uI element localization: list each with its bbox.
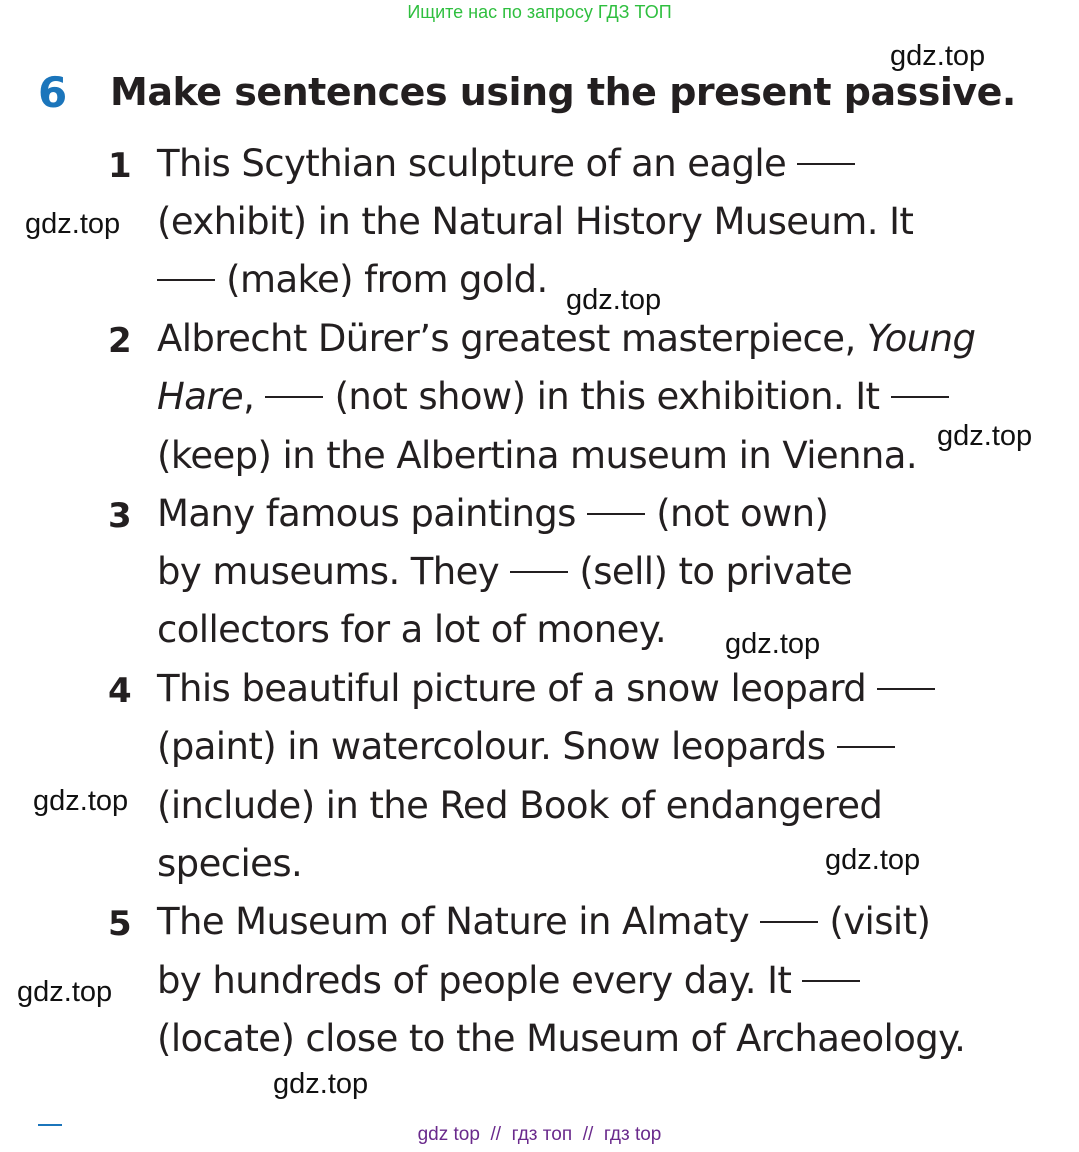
sentence-text: , <box>243 375 266 418</box>
sentence-text: collectors for a lot of money. <box>157 608 666 651</box>
item-number: 2 <box>108 321 132 361</box>
item-5-line-1 <box>157 900 930 943</box>
item-5-line-2 <box>157 959 860 1002</box>
item-number: 3 <box>108 496 132 536</box>
footer-text: гдз топ <box>511 1124 573 1145</box>
item-number: 5 <box>108 904 132 944</box>
watermark: gdz.top <box>725 628 821 660</box>
item-2-line-3 <box>157 434 917 477</box>
answer-blank <box>760 921 818 923</box>
watermark: gdz.top <box>937 420 1033 452</box>
sentence-text: species. <box>157 842 303 885</box>
item-4-line-4 <box>157 842 302 885</box>
item-1-line-2 <box>157 200 913 243</box>
sentence-text: (visit) <box>818 900 931 943</box>
exercise-title: Make sentences using the present passive. <box>110 70 1016 114</box>
sentence-text: (not own) <box>645 492 829 535</box>
answer-blank <box>587 513 645 515</box>
watermark: gdz.top <box>273 1068 369 1100</box>
sentence-text: by museums. They <box>157 550 511 593</box>
answer-blank <box>157 279 215 281</box>
answer-blank <box>891 396 949 398</box>
item-4-line-1 <box>157 667 935 710</box>
answer-blank <box>510 571 568 573</box>
footer-separator: // <box>582 1124 594 1145</box>
item-4-line-3 <box>157 784 882 827</box>
item-4-line-2 <box>157 725 895 768</box>
answer-blank <box>837 746 895 748</box>
item-3-line-2 <box>157 550 852 593</box>
sentence-text: (not show) in this exhibition. It <box>323 375 891 418</box>
sentence-text: (exhibit) in the Natural History Museum. It <box>157 200 914 243</box>
footer-separator: // <box>490 1124 502 1145</box>
item-5-line-3 <box>157 1017 965 1060</box>
footer <box>0 1124 1079 1146</box>
footer-text: гдз top <box>603 1124 662 1145</box>
top-banner: Ищите нас по запросу ГДЗ ТОП <box>407 2 672 22</box>
sentence-text: The Museum of Nature in Almaty <box>157 900 761 943</box>
item-2-line-2 <box>157 375 949 418</box>
sentence-text: (locate) close to the Museum of Archaeology. <box>157 1017 966 1060</box>
watermark: gdz.top <box>825 844 921 876</box>
watermark: gdz.top <box>566 284 662 316</box>
sentence-text: (make) from gold. <box>215 258 548 301</box>
item-3-line-1 <box>157 492 828 535</box>
answer-blank <box>797 163 855 165</box>
watermark: gdz.top <box>33 785 129 817</box>
artwork-title: Young <box>866 317 976 360</box>
answer-blank <box>802 980 860 982</box>
answer-blank <box>877 688 935 690</box>
sentence-text: (sell) to private <box>568 550 853 593</box>
sentence-text: by hundreds of people every day. It <box>157 959 803 1002</box>
sentence-text: (paint) in watercolour. Snow leopards <box>157 725 837 768</box>
item-1-line-3 <box>157 258 548 301</box>
sentence-text: This Scythian sculpture of an eagle <box>157 142 798 185</box>
exercise-number: 6 <box>38 68 68 117</box>
watermark: gdz.top <box>25 208 121 240</box>
item-1-line-1 <box>157 142 855 185</box>
answer-blank <box>265 396 323 398</box>
sentence-text: This beautiful picture of a snow leopard <box>157 667 878 710</box>
sentence-text: (include) in the Red Book of endangered <box>157 784 883 827</box>
item-3-line-3 <box>157 608 666 651</box>
sentence-text: Albrecht Dürer’s greatest masterpiece, <box>157 317 867 360</box>
item-number: 1 <box>108 146 132 186</box>
sentence-text: Many famous paintings <box>157 492 588 535</box>
watermark: gdz.top <box>17 976 113 1008</box>
item-number: 4 <box>108 671 132 711</box>
sentence-text: (keep) in the Albertina museum in Vienna. <box>157 434 918 477</box>
artwork-title: Hare <box>157 375 244 418</box>
item-2-line-1 <box>157 317 975 360</box>
footer-text: gdz top <box>417 1124 480 1145</box>
watermark: gdz.top <box>890 40 986 72</box>
